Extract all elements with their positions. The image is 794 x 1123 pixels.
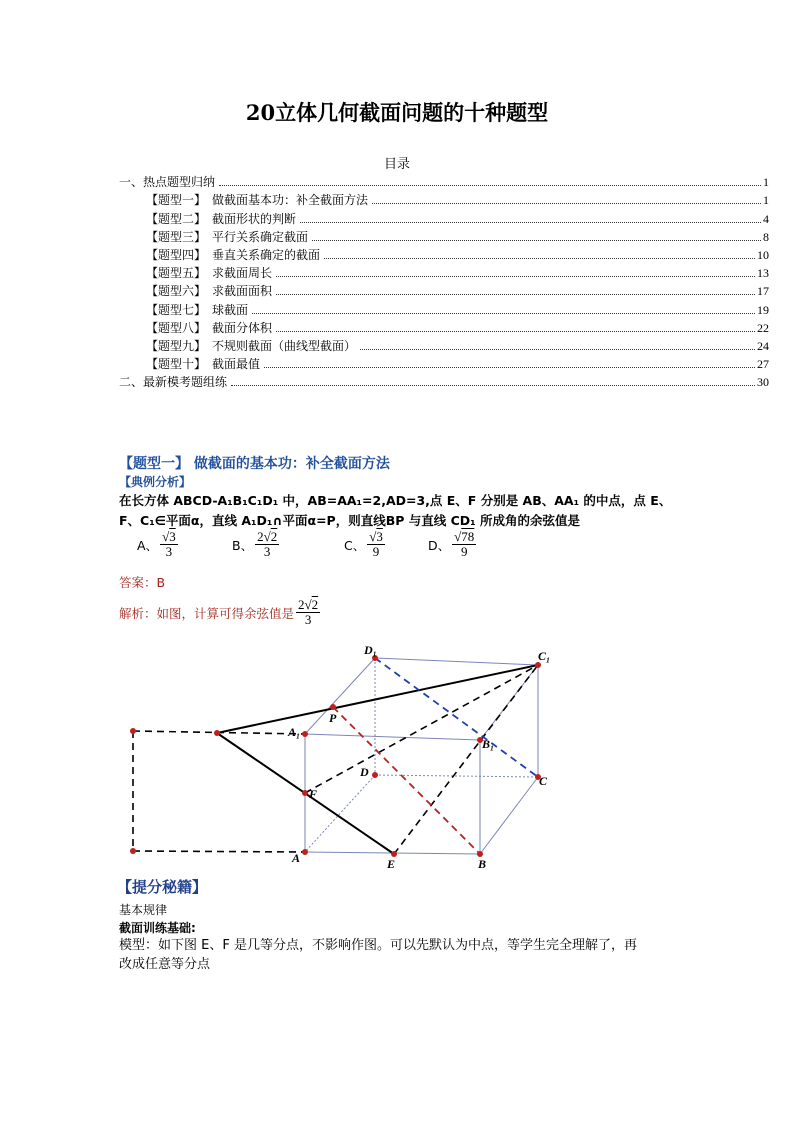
- dash-pb: [333, 707, 480, 854]
- point-a1: [302, 731, 308, 737]
- toc-tag: 【题型四】: [146, 247, 207, 262]
- toc-tag: 【题型一】: [146, 193, 207, 208]
- toc-page-number: 22: [757, 320, 769, 335]
- toc-label: [119, 373, 229, 390]
- point-p: [330, 704, 336, 710]
- toc-page-number: 30: [757, 375, 769, 390]
- model-text: [119, 936, 689, 974]
- cuboid-section-figure: [110, 640, 560, 870]
- toc-tag: 【题型六】: [146, 284, 207, 299]
- training-basis: 截面训练基础:: [119, 921, 196, 935]
- toc-label: [146, 228, 310, 245]
- toc-text: 求截面周长: [212, 266, 273, 281]
- toc-page-number: 17: [757, 284, 769, 299]
- toc-label: [146, 301, 250, 318]
- toc-label: [146, 337, 358, 354]
- option-d: [428, 530, 476, 559]
- toc-text: 一、热点题型归纳: [119, 175, 216, 190]
- analysis-text: 解析：如图，计算可得余弦值是: [119, 605, 295, 621]
- model-line-1: 模型：如下图 E、F 是几等分点，不影响作图。可以先默认为中点，等学生完全理解了，再: [119, 938, 637, 953]
- tips-heading: 【提分秘籍】: [117, 878, 208, 896]
- label-c: C: [539, 774, 548, 788]
- line-extension-c1: [217, 665, 538, 733]
- example-heading: 【典例分析】: [119, 475, 192, 489]
- toc-row[interactable]: [119, 336, 769, 354]
- toc-row[interactable]: [119, 263, 769, 281]
- toc-label: [119, 173, 217, 190]
- dash-cd1: [375, 658, 538, 777]
- option-b: [232, 530, 279, 559]
- edge-dc-hidden: [375, 775, 538, 777]
- toc-row[interactable]: [119, 245, 769, 263]
- toc-leader: [264, 367, 755, 368]
- toc-page-number: 8: [763, 229, 769, 244]
- edge-d1c1: [375, 658, 538, 665]
- option-c: [344, 530, 385, 559]
- option-d-label: D、: [428, 537, 451, 553]
- option-a-fraction: $\frac{√3}{3}$: [162, 529, 176, 559]
- toc-row[interactable]: [119, 354, 769, 372]
- toc-row[interactable]: [119, 172, 769, 190]
- label-b1: B₁: [482, 737, 495, 751]
- label-d: D: [360, 765, 369, 779]
- toc-label: [146, 355, 262, 372]
- table-of-contents: [119, 172, 769, 390]
- label-e: E: [387, 857, 396, 870]
- toc-leader: [276, 276, 755, 277]
- toc-text: 求截面面积: [212, 284, 273, 299]
- label-a: A: [292, 851, 301, 865]
- problem-text: [119, 491, 689, 531]
- toc-leader: [324, 258, 755, 259]
- toc-row[interactable]: [119, 227, 769, 245]
- toc-page-number: 1: [763, 175, 769, 190]
- toc-page-number: 4: [763, 211, 769, 226]
- toc-row[interactable]: [119, 281, 769, 299]
- option-d-fraction: $\frac{√78}{9}$: [454, 529, 475, 559]
- dash-fc1: [305, 665, 538, 793]
- toc-text: 不规则截面（曲线型截面）: [212, 338, 357, 353]
- toc-tag: 【题型五】: [146, 266, 207, 281]
- point-left-bottom: [130, 848, 136, 854]
- problem-line-2: F、C₁∈平面α，直线 A₁D₁∩平面α=P，则直线BP 与直线 CD₁ 所成角的余弦值是: [119, 513, 580, 528]
- toc-text: 二、最新模考题组练: [119, 375, 228, 390]
- toc-leader: [372, 203, 761, 204]
- toc-text: 截面分体积: [212, 320, 273, 335]
- toc-tag: 【题型八】: [146, 320, 207, 335]
- toc-page-number: 1: [763, 193, 769, 208]
- toc-label: [146, 282, 274, 299]
- option-b-fraction: $\frac{2√2}{3}$: [257, 529, 278, 559]
- point-f: [302, 790, 308, 796]
- toc-row[interactable]: [119, 318, 769, 336]
- toc-page-number: 24: [757, 338, 769, 353]
- toc-page-number: 27: [757, 357, 769, 372]
- toc-label: [146, 264, 274, 281]
- label-c1: C₁: [538, 649, 551, 663]
- toc-leader: [276, 294, 755, 295]
- toc-label: [146, 191, 370, 208]
- section-heading: 【题型一】 做截面的基本功：补全截面方法: [119, 456, 390, 472]
- toc-label: [146, 210, 298, 227]
- option-a-label: A、: [137, 537, 159, 553]
- page-title: 20立体几何截面问题的十种题型: [245, 100, 549, 125]
- edge-a1b1: [305, 734, 480, 740]
- toc-tag: 【题型九】: [146, 338, 207, 353]
- toc-text: 垂直关系确定的截面: [212, 247, 321, 262]
- toc-tag: 【题型七】: [146, 302, 207, 317]
- toc-text: 做截面基本功：补全截面方法: [212, 193, 369, 208]
- edge-d1a1: [305, 658, 375, 734]
- toc-leader: [312, 240, 761, 241]
- toc-leader: [231, 385, 755, 386]
- option-c-fraction: $\frac{√3}{9}$: [369, 529, 383, 559]
- toc-row[interactable]: [119, 190, 769, 208]
- toc-text: 截面最值: [212, 357, 261, 372]
- label-f: F: [309, 787, 318, 801]
- answer: 答案：B: [119, 575, 166, 590]
- basic-rule: 基本规律: [119, 903, 168, 917]
- toc-leader: [219, 185, 761, 186]
- toc-label: [146, 319, 274, 336]
- analysis-fraction: $\frac{2√2}{3}$: [298, 597, 319, 627]
- toc-page-number: 13: [757, 266, 769, 281]
- toc-leader: [252, 313, 755, 314]
- toc-row[interactable]: [119, 372, 769, 390]
- toc-tag: 【题型三】: [146, 229, 207, 244]
- point-d: [372, 772, 378, 778]
- option-a: [137, 530, 178, 559]
- toc-page-number: 19: [757, 302, 769, 317]
- label-a1: A₁: [288, 725, 301, 739]
- toc-page-number: 10: [757, 247, 769, 262]
- toc-text: 球截面: [212, 302, 249, 317]
- model-line-2: 改成任意等分点: [119, 957, 211, 972]
- toc-row[interactable]: [119, 208, 769, 226]
- toc-tag: 【题型十】: [146, 357, 207, 372]
- toc-leader: [300, 222, 761, 223]
- toc-row[interactable]: [119, 299, 769, 317]
- option-b-label: B、: [232, 537, 254, 553]
- label-b: B: [478, 857, 487, 870]
- point-left-top: [130, 728, 136, 734]
- analysis: [119, 598, 320, 627]
- option-c-label: C、: [344, 537, 366, 553]
- problem-line-1: 在长方体 ABCD-A₁B₁C₁D₁ 中，AB=AA₁=2,AD=3,点 E、F 分别是 AB、AA₁ 的中点，点 E、: [119, 493, 672, 508]
- toc-text: 截面形状的判断: [212, 211, 297, 226]
- dash-bottom-left: [133, 851, 305, 852]
- label-p: P: [329, 711, 337, 725]
- label-d1: D₁: [364, 643, 377, 657]
- toc-leader: [276, 331, 755, 332]
- point-a: [302, 849, 308, 855]
- toc-heading: 目录: [383, 157, 410, 172]
- edge-bc: [480, 777, 538, 854]
- toc-tag: 【题型二】: [146, 211, 207, 226]
- toc-leader: [360, 349, 755, 350]
- point-extension: [214, 730, 220, 736]
- toc-text: 平行关系确定截面: [212, 229, 309, 244]
- toc-label: [146, 246, 322, 263]
